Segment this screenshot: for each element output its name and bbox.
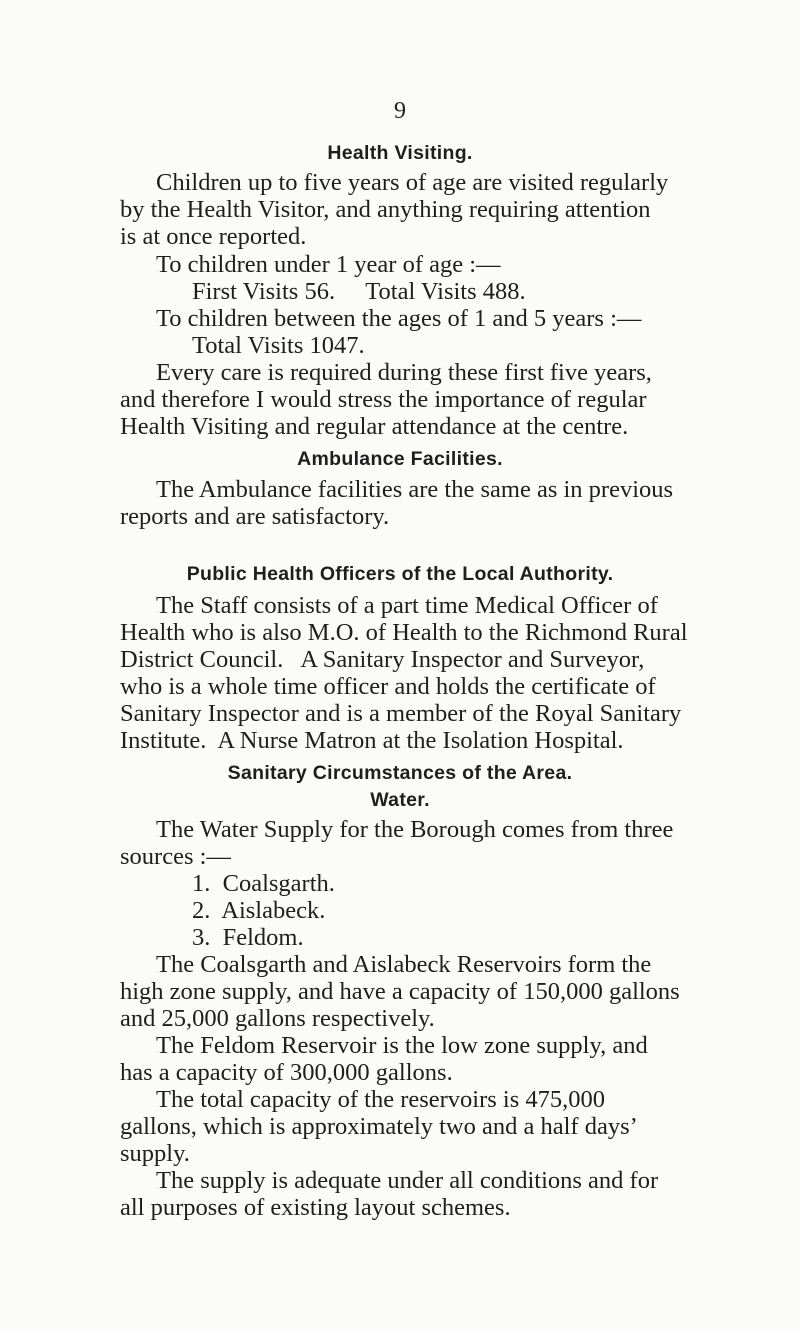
text-line: The Staff consists of a part time Medical Officer of — [156, 592, 658, 619]
list-item: 2. Aislabeck. — [192, 897, 326, 924]
one-to-five-label: To children between the ages of 1 and 5 years :— — [156, 305, 642, 332]
officers-paragraph — [120, 592, 688, 754]
text-line: Children up to five years of age are visited regularly — [156, 169, 669, 196]
water-sources-paragraph — [120, 816, 673, 870]
heading-sanitary-circumstances: Sanitary Circumstances of the Area. — [227, 762, 573, 784]
text-line: reports and are satisfactory. — [120, 503, 390, 530]
text-line: and 25,000 gallons respectively. — [120, 1005, 435, 1032]
text-line: The total capacity of the reservoirs is 475,000 — [156, 1086, 606, 1113]
text-line: is at once reported. — [120, 223, 307, 250]
low-zone-paragraph — [120, 1032, 648, 1086]
subheading-water: Water. — [370, 789, 430, 811]
health-visiting-intro — [120, 169, 668, 250]
text-line: The supply is adequate under all conditions and for — [156, 1167, 659, 1194]
text-line: Health Visiting and regular attendance at the centre. — [120, 413, 629, 440]
text-line: and therefore I would stress the importance of regular — [120, 386, 647, 413]
text-line: Institute. A Nurse Matron at the Isolation Hospital. — [120, 727, 624, 754]
text-line: has a capacity of 300,000 gallons. — [120, 1059, 453, 1086]
page-number: 9 — [394, 98, 406, 124]
text-line: Sanitary Inspector and is a member of the Royal Sanitary — [120, 700, 682, 727]
total-capacity-paragraph — [120, 1086, 638, 1167]
list-item: 3. Feldom. — [192, 924, 304, 951]
heading-public-health-officers: Public Health Officers of the Local Authority. — [186, 563, 614, 585]
water-sources-list — [192, 870, 335, 951]
text-line: supply. — [120, 1140, 190, 1167]
heading-ambulance: Ambulance Facilities. — [297, 448, 503, 470]
text-line: District Council. A Sanitary Inspector and Surveyor, — [120, 646, 645, 673]
heading-health-visiting: Health Visiting. — [327, 142, 473, 164]
under-one-stats: First Visits 56. Total Visits 488. — [192, 278, 526, 305]
one-to-five-stats: Total Visits 1047. — [192, 332, 365, 359]
text-line: who is a whole time officer and holds the certificate of — [120, 673, 656, 700]
text-line: The Ambulance facilities are the same as in previous — [156, 476, 674, 503]
adequacy-paragraph — [120, 1167, 658, 1221]
care-paragraph — [120, 359, 652, 440]
under-one-label: To children under 1 year of age :— — [156, 251, 501, 278]
text-line: Health who is also M.O. of Health to the Richmond Rural — [120, 619, 688, 646]
text-line: Every care is required during these first five years, — [156, 359, 652, 386]
text-line: The Coalsgarth and Aislabeck Reservoirs form the — [156, 951, 652, 978]
list-item: 1. Coalsgarth. — [192, 870, 335, 897]
text-line: The Water Supply for the Borough comes from three — [156, 816, 674, 843]
text-line: sources :— — [120, 843, 231, 870]
ambulance-paragraph — [120, 476, 673, 530]
text-line: all purposes of existing layout schemes. — [120, 1194, 511, 1221]
high-zone-paragraph — [120, 951, 680, 1032]
text-line: The Feldom Reservoir is the low zone supply, and — [156, 1032, 648, 1059]
text-line: high zone supply, and have a capacity of 150,000 gallons — [120, 978, 680, 1005]
text-line: gallons, which is approximately two and a half days’ — [120, 1113, 638, 1140]
text-line: by the Health Visitor, and anything requiring attention — [120, 196, 651, 223]
